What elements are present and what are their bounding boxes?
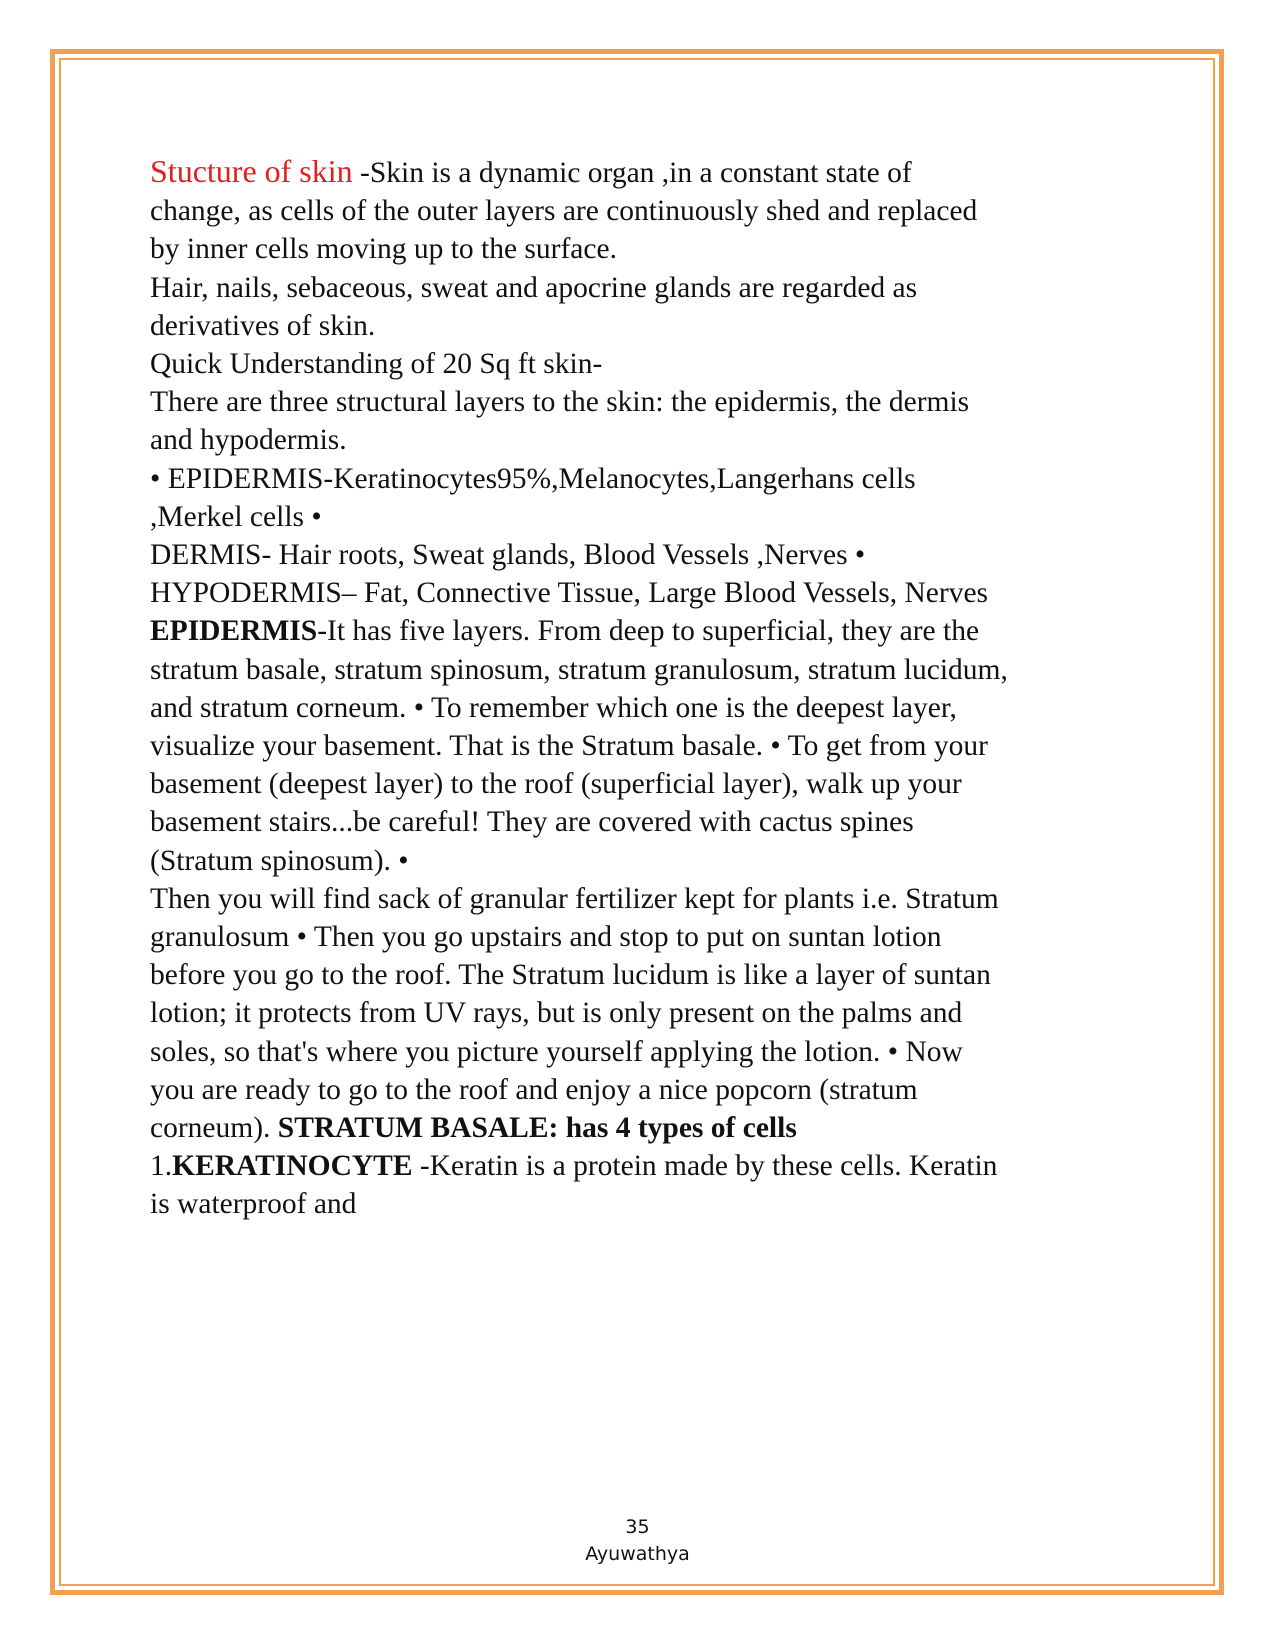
body-text: -It has five layers. From deep to superficial, they are the: [317, 615, 980, 648]
body-text: -Keratin is a protein made by these cells. Keratin: [412, 1150, 998, 1183]
body-line: DERMIS- Hair roots, Sweat glands, Blood Vessels ,Nerves •: [150, 539, 866, 572]
body-line: HYPODERMIS– Fat, Connective Tissue, Large Blood Vessels, Nerves: [150, 577, 989, 610]
body-line: basement stairs...be careful! They are covered with cactus spines: [150, 806, 914, 839]
document-body: [150, 152, 1125, 1224]
footer-publication: Ayuwathya: [585, 1543, 690, 1565]
body-text: corneum).: [150, 1112, 278, 1145]
body-line: Then you will find sack of granular fertilizer kept for plants i.e. Stratum: [150, 882, 999, 915]
body-line: change, as cells of the outer layers are continuously shed and replaced: [150, 195, 978, 228]
body-line: derivatives of skin.: [150, 309, 376, 342]
body-line: There are three structural layers to the skin: the epidermis, the dermis: [150, 386, 970, 419]
body-line: Hair, nails, sebaceous, sweat and apocrine glands are regarded as: [150, 271, 918, 304]
body-line: Quick Understanding of 20 Sq ft skin-: [150, 348, 603, 381]
body-line: before you go to the roof. The Stratum lucidum is like a layer of suntan: [150, 959, 991, 992]
body-line: ,Merkel cells •: [150, 500, 322, 533]
body-line: lotion; it protects from UV rays, but is only present on the palms and: [150, 997, 963, 1030]
body-line: granulosum • Then you go upstairs and stop to put on suntan lotion: [150, 921, 942, 954]
body-line: [150, 612, 1125, 650]
body-line: [150, 152, 1125, 192]
section-title: Stucture of skin: [150, 153, 353, 189]
body-line: by inner cells moving up to the surface.: [150, 233, 617, 266]
body-line: [150, 1109, 1125, 1147]
body-line: you are ready to go to the roof and enjoy a nice popcorn (stratum: [150, 1073, 918, 1106]
body-line: [150, 1147, 1125, 1185]
body-line: and hypodermis.: [150, 424, 347, 457]
page-number: 35: [625, 1516, 650, 1538]
body-line: and stratum corneum. • To remember which one is the deepest layer,: [150, 691, 957, 724]
body-line: soles, so that's where you picture yourself applying the lotion. • Now: [150, 1035, 963, 1068]
body-line: visualize your basement. That is the Stratum basale. • To get from your: [150, 730, 988, 763]
bold-heading: STRATUM BASALE: has 4 types of cells: [277, 1112, 797, 1145]
body-line: • EPIDERMIS-Keratinocytes95%,Melanocytes,Langerhans cells: [150, 462, 916, 495]
bold-term: EPIDERMIS: [150, 615, 318, 648]
bold-term: KERATINOCYTE: [172, 1150, 413, 1183]
body-line: (Stratum spinosum). •: [150, 844, 409, 877]
body-line: stratum basale, stratum spinosum, stratum granulosum, stratum lucidum,: [150, 653, 1008, 686]
body-line: is waterproof and: [150, 1188, 357, 1221]
body-text: -Skin is a dynamic organ ,in a constant state of: [352, 157, 912, 189]
list-number: 1.: [150, 1150, 173, 1183]
body-line: basement (deepest layer) to the roof (superficial layer), walk up your: [150, 768, 962, 801]
